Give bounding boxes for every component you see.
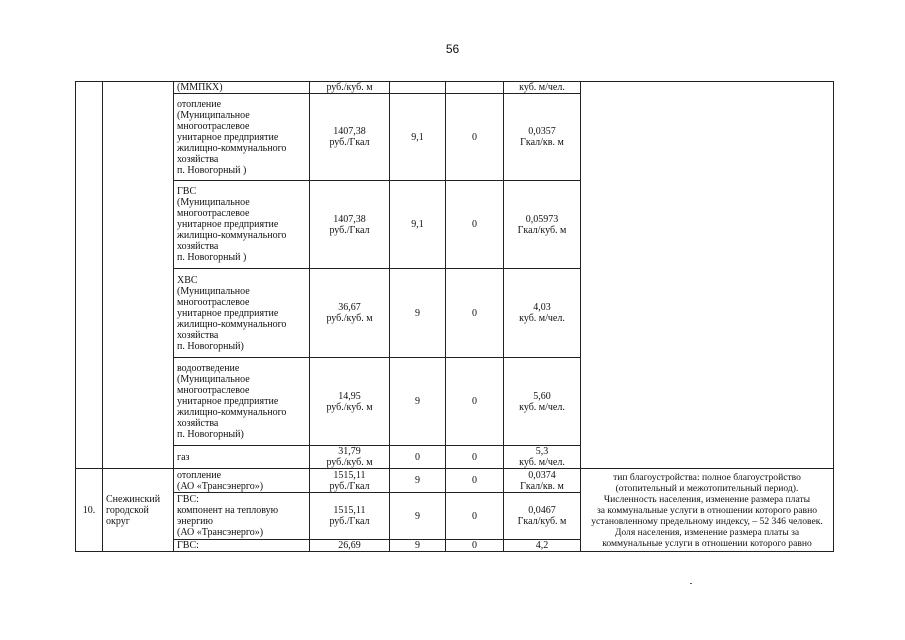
index-cell: 9	[390, 540, 446, 552]
tariff-cell: 14,95 руб./куб. м	[310, 358, 390, 446]
service-cell: газ	[174, 446, 310, 469]
norm-cell: 4,03 куб. м/чел.	[504, 269, 581, 358]
service-cell: (ММПКХ)	[174, 82, 310, 94]
index-cell: 9,1	[390, 181, 446, 269]
norm-cell: 5,60 куб. м/чел.	[504, 358, 581, 446]
service-cell: ГВС (Муниципальное многоотраслевое унитарное предприятие жилищно-коммунального хозяйства п. Новогорный )	[174, 181, 310, 269]
norm-cell: 0,0357 Гкал/кв. м	[504, 94, 581, 181]
index-cell: 9	[390, 469, 446, 493]
note-cell: тип благоустройства: полное благоустройство (отопительный и межотопительный период). Численность населения, изменение размера платы за коммунальные услуги в отношении которого равно установленному предельному индексу, – 52 346 человек. Доля населения, изменение размера платы за коммунальные услуги в отношении которого равно	[581, 469, 834, 552]
service-cell: отопление (АО «Трансэнерго»)	[174, 469, 310, 493]
value-cell: 0	[446, 493, 504, 540]
norm-cell: 4,2	[504, 540, 581, 552]
service-cell: ХВС (Муниципальное многоотраслевое унитарное предприятие жилищно-коммунального хозяйства п. Новогорный)	[174, 269, 310, 358]
service-cell: водоотведение (Муниципальное многоотраслевое унитарное предприятие жилищно-коммунального хозяйства п. Новогорный)	[174, 358, 310, 446]
tariff-cell: 1515,11 руб./Гкал	[310, 469, 390, 493]
value-cell: 0	[446, 181, 504, 269]
municipality-cell-empty	[103, 82, 174, 469]
value-cell: 0	[446, 358, 504, 446]
norm-cell: 0,0374 Гкал/кв. м	[504, 469, 581, 493]
norm-cell: 0,05973 Гкал/куб. м	[504, 181, 581, 269]
index-cell: 9	[390, 493, 446, 540]
value-cell: 0	[446, 269, 504, 358]
row-number: 10.	[76, 469, 103, 552]
municipality-name: Снежинский городской округ	[103, 469, 174, 552]
service-cell: ГВС: компонент на тепловую энергию (АО «Трансэнерго»)	[174, 493, 310, 540]
tariff-table	[75, 81, 834, 552]
value-cell: 0	[446, 540, 504, 552]
tariff-cell: 26,69	[310, 540, 390, 552]
index-cell: 0	[390, 446, 446, 469]
tariff-cell: 1407,38 руб./Гкал	[310, 181, 390, 269]
value-cell: 0	[446, 446, 504, 469]
norm-cell: 5,3 куб. м/чел.	[504, 446, 581, 469]
scan-speck	[690, 583, 692, 584]
index-cell: 9	[390, 269, 446, 358]
table-row	[76, 82, 834, 94]
tariff-cell: 1407,38 руб./Гкал	[310, 94, 390, 181]
index-cell	[390, 82, 446, 94]
number-cell-empty	[76, 82, 103, 469]
tariff-cell: 31,79 руб./куб. м	[310, 446, 390, 469]
note-cell-empty	[581, 82, 834, 469]
page-number: 56	[445, 42, 460, 56]
value-cell	[446, 82, 504, 94]
service-cell: отопление (Муниципальное многоотраслевое унитарное предприятие жилищно-коммунального хозяйства п. Новогорный )	[174, 94, 310, 181]
tariff-cell: 1515,11 руб./Гкал	[310, 493, 390, 540]
index-cell: 9,1	[390, 94, 446, 181]
value-cell: 0	[446, 469, 504, 493]
norm-cell: куб. м/чел.	[504, 82, 581, 94]
index-cell: 9	[390, 358, 446, 446]
service-cell: ГВС:	[174, 540, 310, 552]
norm-cell: 0,0467 Гкал/куб. м	[504, 493, 581, 540]
value-cell: 0	[446, 94, 504, 181]
tariff-cell: руб./куб. м	[310, 82, 390, 94]
table-row	[76, 469, 834, 493]
tariff-cell: 36,67 руб./куб. м	[310, 269, 390, 358]
